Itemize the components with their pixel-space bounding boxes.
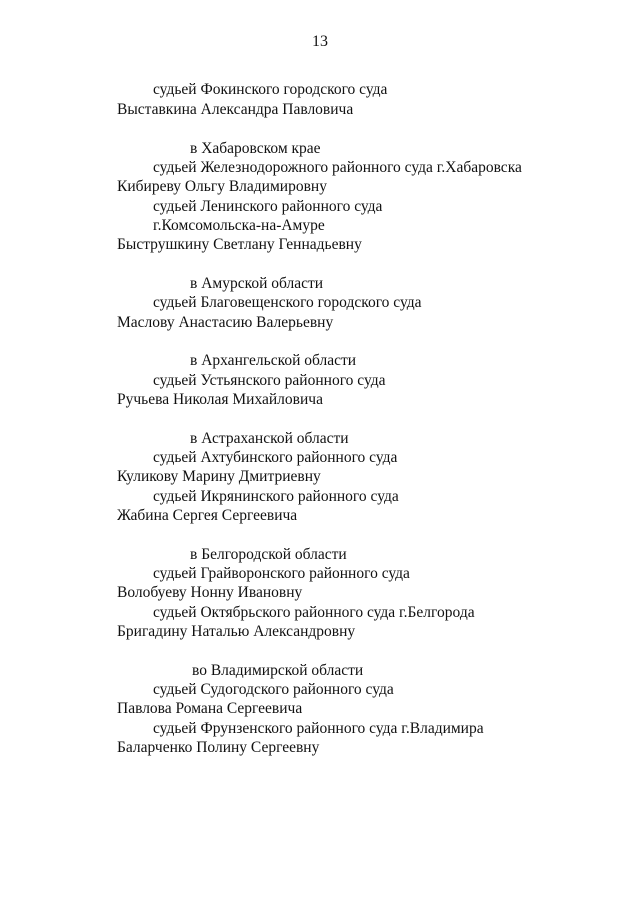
region-heading: в Амурской области [190,275,324,292]
court-line: судьей Фрунзенского районного суда г.Владимира [153,720,484,737]
court-line: судьей Икрянинского районного суда [153,488,399,505]
judge-name: Выставкина Александра Павловича [117,101,354,118]
region-heading: в Архангельской области [190,352,357,369]
court-line: г.Комсомольска-на-Амуре [153,217,325,234]
court-line: судьей Ленинского районного суда [153,198,383,215]
judge-name: Бригадину Наталью Александровну [117,623,356,640]
region-heading: во Владимирской области [192,662,364,679]
court-line: судьей Благовещенского городского суда [153,294,422,311]
judge-name: Маслову Анастасию Валерьевну [117,314,334,331]
court-line: судьей Железнодорожного районного суда г.Хабаровска [153,159,522,176]
court-line: судьей Ахтубинского районного суда [153,449,398,466]
court-line: судьей Устьянского районного суда [153,372,386,389]
judge-name: Быструшкину Светлану Геннадьевну [117,236,362,253]
judge-name: Баларченко Полину Сергеевну [117,739,320,756]
page-number: 13 [312,33,328,50]
judge-name: Кибиреву Ольгу Владимировну [117,178,327,195]
region-heading: в Белгородской области [190,546,347,563]
judge-name: Ручьева Николая Михайловича [117,391,323,408]
court-line: судьей Октябрьского районного суда г.Белгорода [153,604,475,621]
judge-name: Куликову Марину Дмитриевну [117,468,321,485]
judge-name: Жабина Сергея Сергеевича [117,507,298,524]
court-line: судьей Грайворонского районного суда [153,565,410,582]
region-heading: в Хабаровском крае [190,140,321,157]
region-heading: в Астраханской области [190,430,349,447]
court-line: судьей Судогодского районного суда [153,681,394,698]
judge-name: Волобуеву Нонну Ивановну [117,584,303,601]
judge-name: Павлова Романа Сергеевича [117,700,303,717]
court-line: судьей Фокинского городского суда [153,81,388,98]
